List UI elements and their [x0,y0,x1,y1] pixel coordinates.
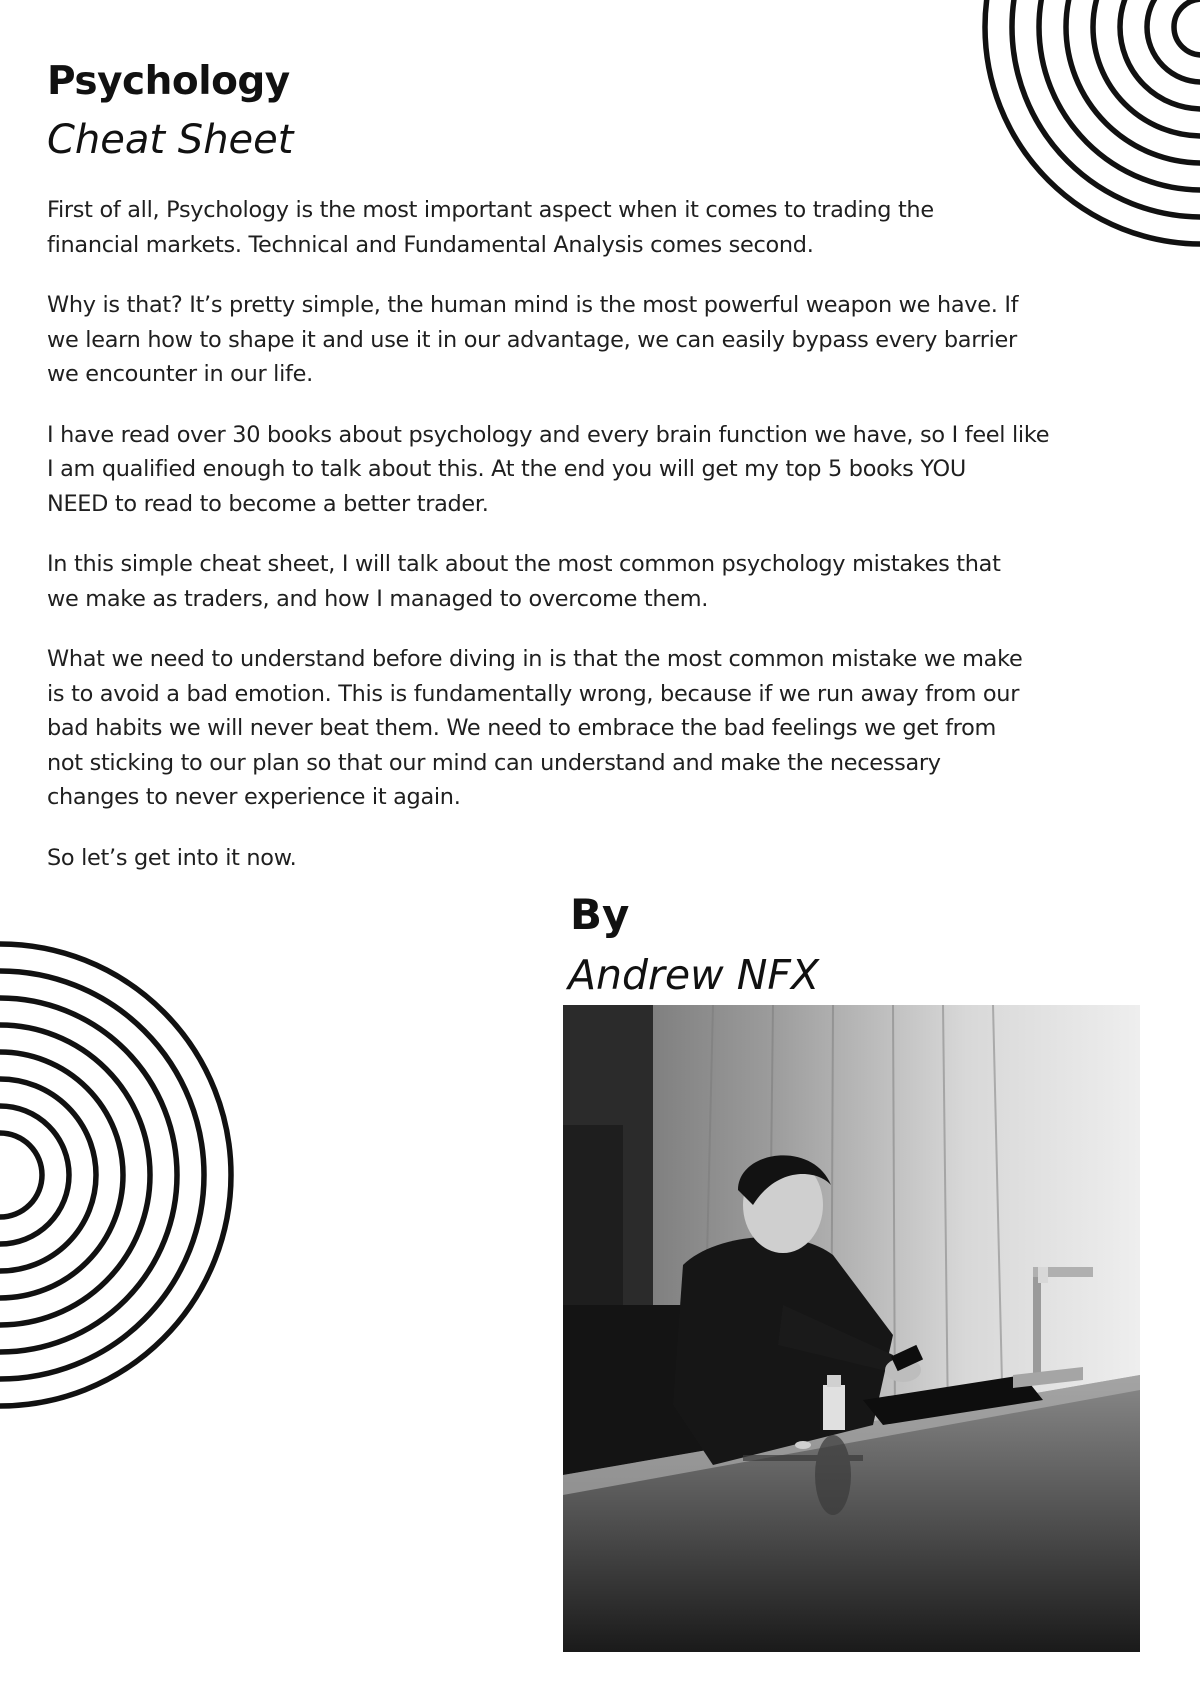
page-subtitle: Cheat Sheet [47,117,294,163]
paragraph-6: So let’s get into it now. [47,844,297,871]
author-photo [563,1005,1140,1652]
paragraph-1: First of all, Psychology is the most important aspect when it comes to trading the financial markets. Technical and Fundamental Analysis comes second. [47,197,934,258]
paragraph-5: What we need to understand before diving in is that the most common mistake we make is to avoid a bad emotion. This is fundamentally wrong, because if we run away from our bad habits we will never beat them. We need to embrace the bad feelings we get from not sticking to our plan so that our mind can understand and make the necessary changes to never experience it again. [47,646,1023,810]
author-name: Andrew NFX [568,951,820,999]
byline-label: By [570,890,630,939]
page-title: Psychology [47,59,290,104]
paragraph-2: Why is that? It’s pretty simple, the human mind is the most powerful weapon we have. If we learn how to shape it and use it in our advantage, we can easily bypass every barrier we encounter in our life. [47,292,1019,387]
concentric-rings-bottom-left-decoration [0,930,250,1440]
intro-text [47,193,1177,901]
paragraph-4: In this simple cheat sheet, I will talk about the most common psychology mistakes that we make as traders, and how I managed to overcome them. [47,551,1001,612]
paragraph-3: I have read over 30 books about psychology and every brain function we have, so I feel like I am qualified enough to talk about this. At the end you will get my top 5 books YOU NEED to read to become a better trader. [47,421,1050,517]
